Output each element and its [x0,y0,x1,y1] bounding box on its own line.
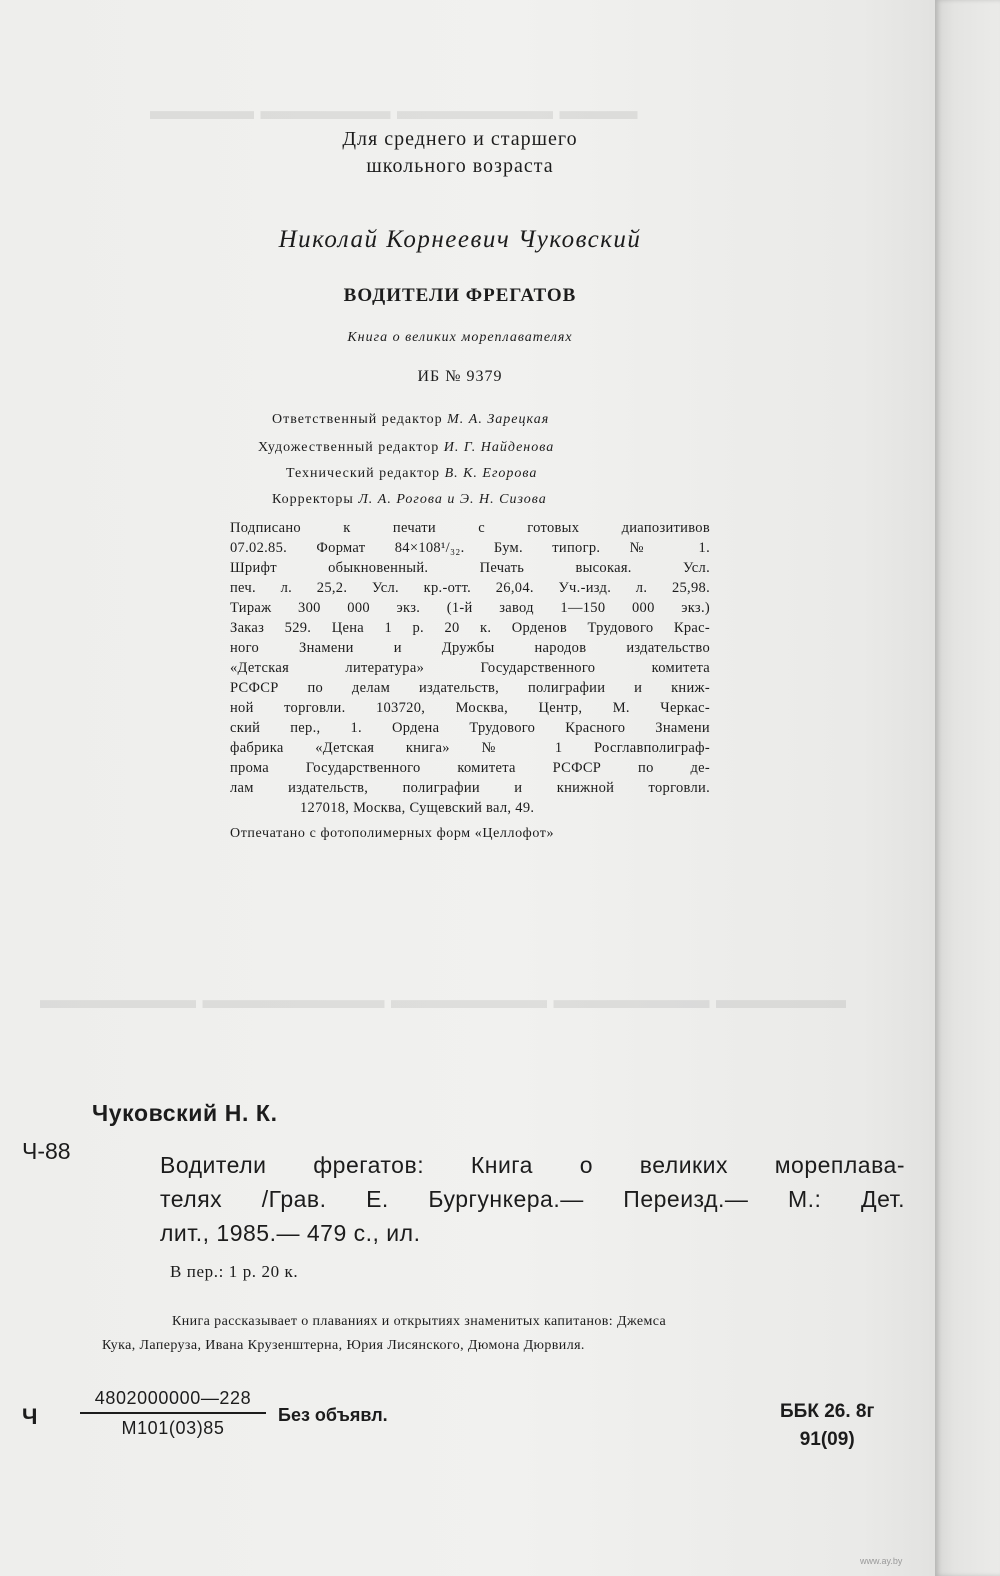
imprint-line: «Детская литература» Государственного комитета [230,660,710,676]
imprint-line: 07.02.85. Формат 84×108¹/₃₂. Бум. типогр. № 1. [230,540,710,556]
imprint-line: Подписано к печати с готовых диапозитивов [230,520,710,536]
staff-line [286,466,537,482]
staff-line [258,440,554,456]
imprint-line: ного Знамени и Дружбы народов издательство [230,640,710,656]
imprint-line: Заказ 529. Цена 1 р. 20 к. Орденов Трудового Крас- [230,620,710,636]
show-through-text: ▬▬▬▬▬ ▬▬▬▬▬▬ ▬▬▬▬▬▬ ▬▬▬▬▬▬▬ ▬▬▬▬▬▬ [40,985,846,1014]
imprint-line: ной торговли. 103720, Москва, Центр, М. Черкас- [230,700,710,716]
catalog-code: Ч-88 [22,1138,71,1164]
bbk-line: 91(09) [799,1429,855,1450]
catalog-description-line: Водители фрегатов: Книга о великих мореплава- [160,1152,905,1178]
staff-role: Корректоры [272,492,354,507]
staff-name: М. А. Зарецкая [447,412,550,427]
printed-by-note: Отпечатано с фотополимерных форм «Целлофот» [230,826,555,841]
site-watermark: www.ay.by [860,1556,903,1566]
catalog-description-line: лит., 1985.— 479 с., ил. [160,1220,421,1246]
bbk-line: ББК 26. 8г [780,1401,875,1422]
index-fraction [80,1388,266,1439]
bbk-code [780,1398,874,1454]
audience-line: Для среднего и старшего [342,128,578,150]
audience-line: школьного возраста [366,155,554,177]
imprint-line: 127018, Москва, Сущевский вал, 49. [300,800,535,816]
imprint-line: фабрика «Детская книга» № 1 Росглавполиграф- [230,740,710,756]
show-through-text: ▬▬▬ ▬▬▬▬▬▬ ▬▬▬▬▬ ▬▬▬▬ [150,96,638,125]
imprint-line: РСФСР по делам издательств, полиграфии и книж- [230,680,710,696]
book-subtitle: Книга о великих мореплавателях [347,330,573,345]
staff-role: Ответственный редактор [272,412,443,427]
staff-role: Художественный редактор [258,440,440,455]
imprint-line: Тираж 300 000 экз. (1-й завод 1—150 000 экз.) [230,600,710,616]
staff-name: Л. А. Рогова и Э. Н. Сизова [358,492,547,507]
catalog-price: В пер.: 1 р. 20 к. [170,1262,299,1281]
catalog-description-line: телях /Грав. Е. Бургункера.— Переизд.— М.: Дет. [160,1186,905,1212]
imprint-line: ский пер., 1. Ордена Трудового Красного Знамени [230,720,710,736]
staff-line [272,492,547,508]
staff-role: Технический редактор [286,466,441,481]
no-ad-note: Без объявл. [278,1405,388,1425]
adjacent-page-edge [935,0,1000,1576]
imprint-line: прома Государственного комитета РСФСР по де- [230,760,710,776]
staff-line [272,412,549,428]
staff-name: В. К. Егорова [444,466,538,481]
annotation-line: Книга рассказывает о плаваниях и открытиях знаменитых капитанов: Джемса [172,1314,667,1329]
annotation-line: Кука, Лаперуза, Ивана Крузенштерна, Юрия Лисянского, Дюмона Дюрвиля. [102,1338,585,1353]
book-title: ВОДИТЕЛИ ФРЕГАТОВ [343,285,577,306]
index-numerator: 4802000000—228 [80,1388,266,1414]
audience-note [150,126,770,180]
catalog-author: Чуковский Н. К. [92,1100,278,1126]
index-denominator: М101(03)85 [121,1418,225,1438]
staff-name: И. Г. Найденова [443,440,555,455]
author-full-name: Николай Корнеевич Чуковский [278,226,642,253]
imprint-line: печ. л. 25,2. Усл. кр.-отт. 26,04. Уч.-изд. л. 25,98. [230,580,710,596]
imprint-line: Шрифт обыкновенный. Печать высокая. Усл. [230,560,710,576]
ib-number: ИБ № 9379 [417,368,503,385]
imprint-line: лам издательств, полиграфии и книжной торговли. [230,780,710,796]
index-letter: Ч [22,1404,38,1429]
